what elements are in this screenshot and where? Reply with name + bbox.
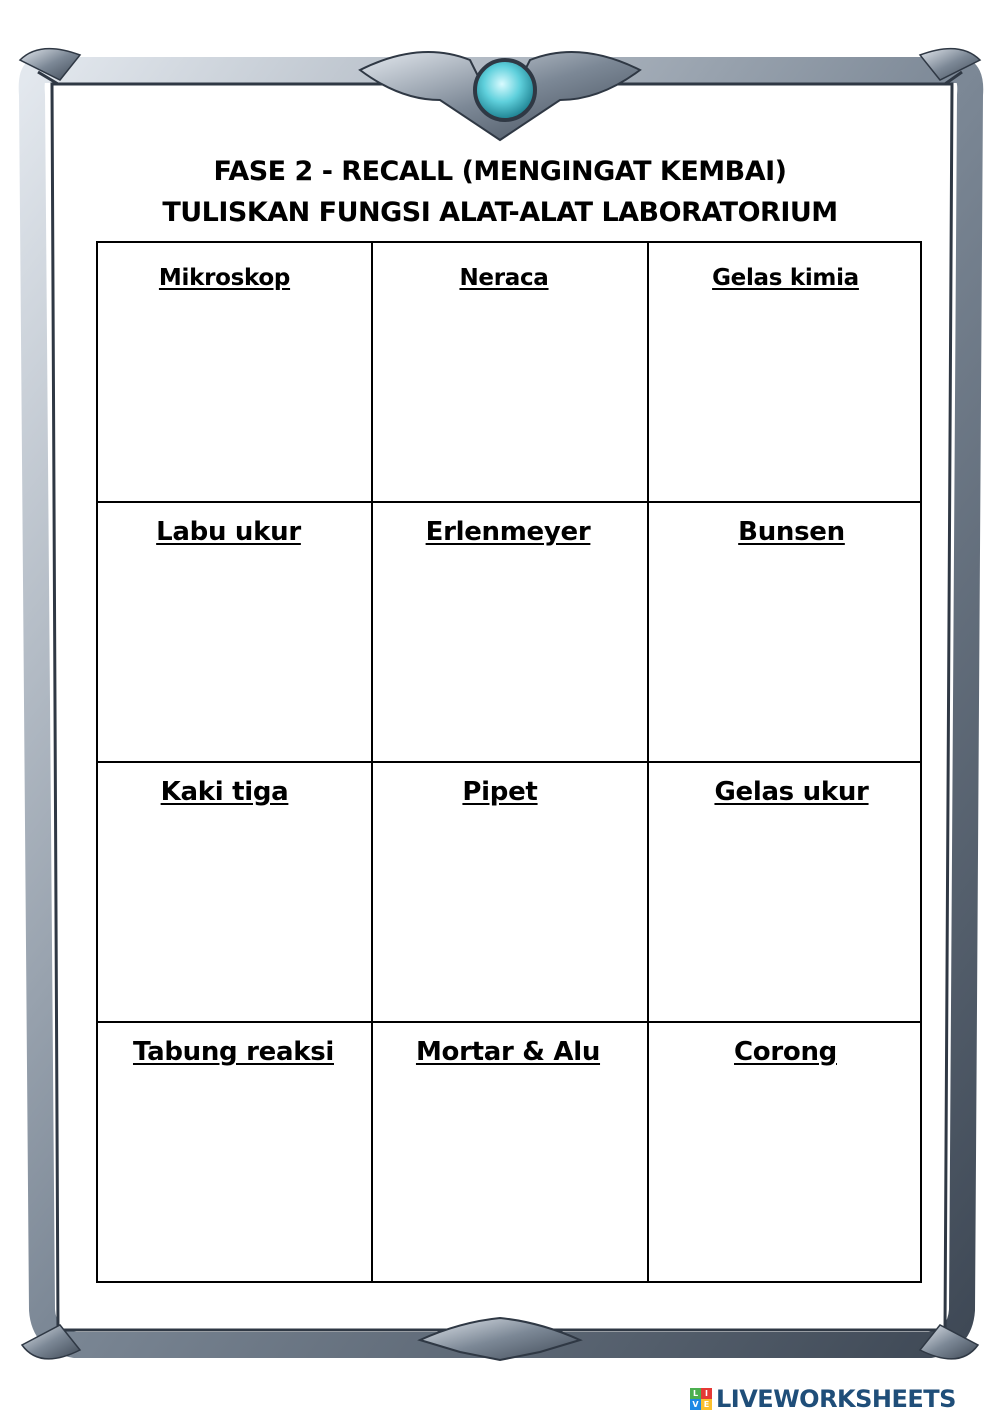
cell-label: Labu ukur	[156, 517, 301, 547]
cell-label: Mikroskop	[158, 265, 291, 291]
liveworksheets-logo	[690, 1385, 956, 1413]
cell-label: Gelas ukur	[714, 777, 869, 807]
worksheet-subtitle: TULISKAN FUNGSI ALAT-ALAT LABORATORIUM	[162, 197, 838, 228]
cell-label: Tabung reaksi	[132, 1037, 334, 1067]
answer-cell-labu-ukur[interactable]	[98, 503, 373, 763]
answer-cell-corong[interactable]	[649, 1023, 920, 1281]
answer-cell-gelas-kimia[interactable]	[649, 243, 920, 503]
cell-label: Corong	[734, 1037, 837, 1067]
liveworksheets-logo-icon	[690, 1388, 712, 1410]
answer-cell-mortar-alu[interactable]	[373, 1023, 649, 1281]
cell-label: Kaki tiga	[160, 777, 289, 807]
logo-letter: E	[701, 1399, 712, 1410]
cell-label: Erlenmeyer	[425, 517, 591, 547]
answer-cell-kaki-tiga[interactable]	[98, 763, 373, 1023]
worksheet-title: FASE 2 - RECALL (MENGINGAT KEMBAI)	[213, 156, 787, 187]
answer-cell-erlenmeyer[interactable]	[373, 503, 649, 763]
answer-cell-gelas-ukur[interactable]	[649, 763, 920, 1023]
answer-cell-mikroskop[interactable]	[98, 243, 373, 503]
liveworksheets-logo-text: LIVEWORKSHEETS	[716, 1385, 956, 1413]
logo-letter: V	[690, 1399, 701, 1410]
logo-letter: I	[701, 1388, 712, 1399]
lab-tools-grid	[96, 241, 922, 1283]
cell-label: Bunsen	[738, 517, 845, 547]
answer-cell-tabung-reaksi[interactable]	[98, 1023, 373, 1281]
cell-label: Mortar & Alu	[415, 1037, 601, 1067]
cell-label: Pipet	[462, 777, 538, 807]
cell-label: Gelas kimia	[712, 265, 859, 291]
logo-letter: L	[690, 1388, 701, 1399]
answer-cell-neraca[interactable]	[373, 243, 649, 503]
answer-cell-bunsen[interactable]	[649, 503, 920, 763]
cell-label: Neraca	[459, 265, 549, 291]
answer-cell-pipet[interactable]	[373, 763, 649, 1023]
